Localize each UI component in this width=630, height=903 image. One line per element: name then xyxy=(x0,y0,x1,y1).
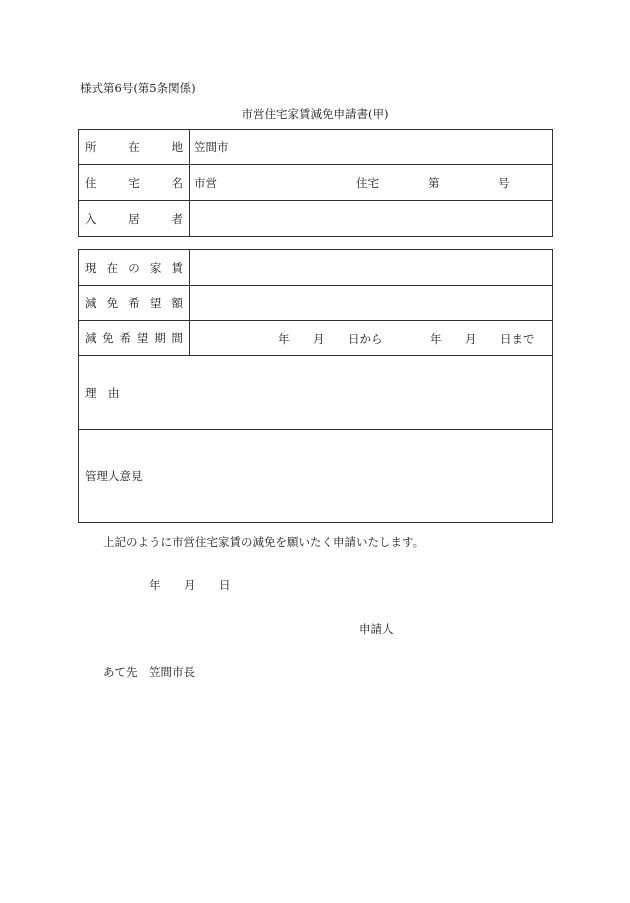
statement: 上記のように市営住宅家賃の減免を願いたく申請いたします。 xyxy=(103,535,425,549)
property-table xyxy=(78,129,553,237)
resident-field[interactable] xyxy=(190,201,553,237)
reduction-table xyxy=(78,249,553,523)
period-from: 日から xyxy=(348,332,383,346)
addressee: あて先 笠間市長 xyxy=(103,665,195,679)
form-number: 様式第6号(第5条関係) xyxy=(80,81,196,95)
document-title: 市営住宅家賃減免申請書(甲) xyxy=(241,107,389,121)
period-year2: 年 xyxy=(430,332,442,346)
applicant-label: 申請人 xyxy=(359,622,394,636)
housing-name-label: 住 宅 名 xyxy=(79,165,190,201)
reduction-amount-field[interactable] xyxy=(190,286,553,321)
housing-dai: 第 xyxy=(428,176,440,190)
resident-label: 入 居 者 xyxy=(79,201,190,237)
period-until: 日まで xyxy=(500,332,535,346)
housing-jutaku: 住宅 xyxy=(356,176,379,190)
location-value: 笠間市 xyxy=(190,130,553,165)
housing-name-field xyxy=(190,165,553,201)
location-label: 所 在 地 xyxy=(79,130,190,165)
housing-prefix: 市営 xyxy=(194,175,217,190)
current-rent-field[interactable] xyxy=(190,250,553,286)
housing-go: 号 xyxy=(498,176,510,190)
reason-field[interactable] xyxy=(79,356,553,430)
date-year: 年 xyxy=(149,578,161,592)
period-month1: 月 xyxy=(313,332,325,346)
reduction-period-field[interactable] xyxy=(190,321,553,356)
period-year1: 年 xyxy=(278,332,290,346)
manager-opinion-field[interactable] xyxy=(79,430,553,523)
manager-opinion-label: 管理人意見 xyxy=(85,469,143,483)
reason-label: 理 由 xyxy=(85,385,120,400)
date-month: 月 xyxy=(184,578,196,592)
reduction-period-label: 減 免 希 望 期 間 xyxy=(79,321,190,356)
reduction-amount-label: 減 免 希 望 額 xyxy=(79,286,190,321)
current-rent-label: 現 在 の 家 賃 xyxy=(79,250,190,286)
date-day: 日 xyxy=(219,578,231,592)
period-month2: 月 xyxy=(465,332,477,346)
